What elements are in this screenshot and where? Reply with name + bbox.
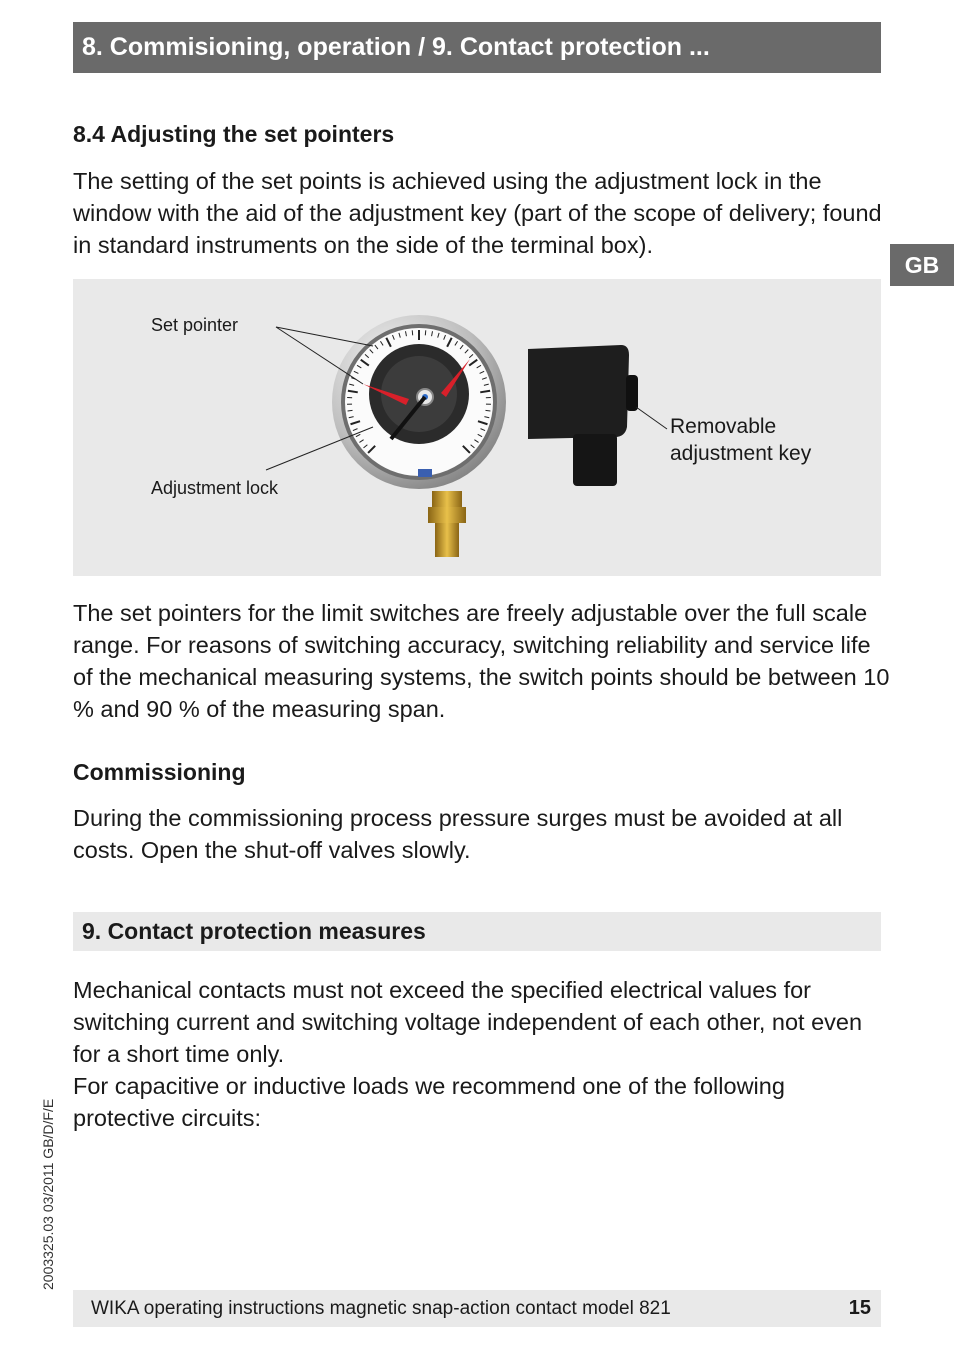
page-number: 15 bbox=[848, 1297, 871, 1319]
section-8-4-heading: 8.4 Adjusting the set pointers bbox=[73, 121, 395, 147]
label-set-pointer: Set pointer bbox=[151, 315, 239, 335]
commissioning-paragraph: During the commissioning process pressure surges must be avoided at all costs. Open the shut-off valves slowly. bbox=[73, 805, 843, 863]
footer-text: WIKA operating instructions magnetic snap-action contact model 821 bbox=[91, 1298, 671, 1319]
section-8-4-intro: The setting of the set points is achieved using the adjustment lock in the window with the aid of the adjustment key (part of the scope of delivery; found in standard instruments on the side of the terminal box). bbox=[73, 168, 882, 258]
commissioning-heading: Commissioning bbox=[73, 759, 246, 785]
label-removable-key: Removable adjustment key bbox=[670, 415, 812, 465]
terminal-box bbox=[528, 345, 629, 439]
gauge-figure bbox=[73, 279, 881, 576]
dial-tick bbox=[485, 410, 490, 411]
page-footer bbox=[73, 1290, 881, 1327]
language-tab[interactable]: GB bbox=[890, 244, 954, 286]
section-9-paragraph-1: Mechanical contacts must not exceed the specified electrical values for switching current and switching voltage independent of each other, not even for a short time only. bbox=[73, 977, 863, 1067]
label-adjustment-lock: Adjustment lock bbox=[151, 478, 279, 498]
section-9-paragraph-2: For capacitive or inductive loads we recommend one of the following protective circuits: bbox=[73, 1073, 785, 1131]
adjustment-key bbox=[626, 375, 638, 411]
leader-removable-key bbox=[636, 407, 667, 429]
document-code: 2003325.03 03/2011 GB/D/F/E bbox=[40, 1098, 56, 1290]
dial-tick bbox=[348, 410, 353, 411]
section-9-heading: 9. Contact protection measures bbox=[73, 912, 881, 951]
page-header-title: 8. Commisioning, operation / 9. Contact protection ... bbox=[73, 22, 881, 73]
set-pointers-paragraph: The set pointers for the limit switches are freely adjustable over the full scale range. For reasons of switching accuracy, switching reliability and service life of the mechanical measuring systems, the switch points should be between 10 % and 90 % of the measuring span. bbox=[73, 600, 890, 722]
